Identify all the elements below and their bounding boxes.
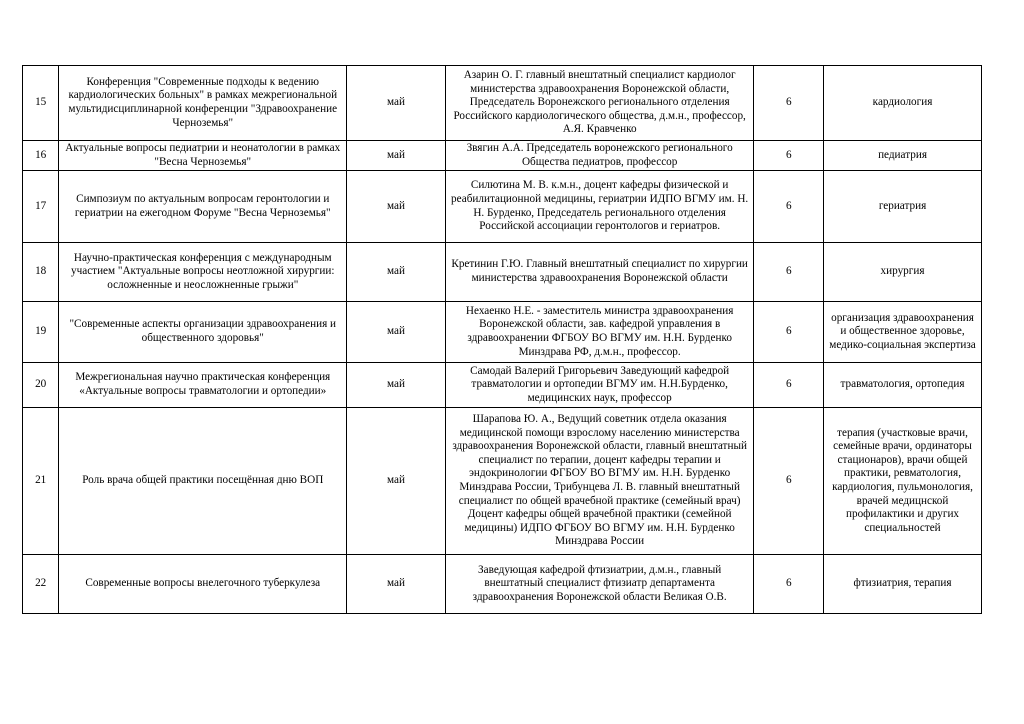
event-month: май (347, 243, 446, 302)
event-specialty: фтизиатрия, терапия (824, 555, 982, 614)
row-number: 21 (23, 408, 59, 555)
row-number: 20 (23, 363, 59, 408)
event-hours: 6 (754, 171, 824, 243)
event-responsible: Звягин А.А. Председатель воронежского регионального Общества педиатров, профессор (445, 141, 754, 171)
event-responsible: Заведующая кафедрой фтизиатрии, д.м.н., главный внештатный специалист фтизиатр департамента здравоохранения Воронежской области Великая О.В. (445, 555, 754, 614)
event-title: Научно-практическая конференция с международным участием "Актуальные вопросы неотложной хирургии: осложненные и неосложненные грыжи" (59, 243, 347, 302)
row-number: 18 (23, 243, 59, 302)
event-title: Роль врача общей практики посещённая дню ВОП (59, 408, 347, 555)
event-hours: 6 (754, 243, 824, 302)
event-title: Симпозиум по актуальным вопросам геронтологии и гериатрии на ежегодном Форуме "Весна Черноземья" (59, 171, 347, 243)
event-responsible: Кретинин Г.Ю. Главный внештатный специалист по хирургии министерства здравоохранения Воронежской области (445, 243, 754, 302)
table-row (23, 408, 982, 555)
event-month: май (347, 555, 446, 614)
event-specialty: травматология, ортопедия (824, 363, 982, 408)
event-responsible: Шарапова Ю. А., Ведущий советник отдела оказания медицинской помощи взрослому населению министерства здравоохранения Воронежской области, главный внештатный специалист по терапии, доцент кафедры терапии и эндокринологии ФГБОУ ВО ВГМУ им. Н.Н. Бурденко Минздрава России, Трибунцева Л. В. главный внештатный специалист по общей врачебной практике (семейный врач) Доцент кафедры общей врачебной практики (семейной медицины) ИДПО ФГБОУ ВО ВГМУ им. Н.Н. Бурденко Минздрава России (445, 408, 754, 555)
event-hours: 6 (754, 66, 824, 141)
events-table (22, 65, 982, 614)
event-specialty: педиатрия (824, 141, 982, 171)
event-month: май (347, 408, 446, 555)
event-month: май (347, 363, 446, 408)
event-hours: 6 (754, 302, 824, 363)
table-row (23, 363, 982, 408)
event-specialty: терапия (участковые врачи, семейные врачи, ординаторы стационаров), врачи общей практики, ревматология, кардиология, пульмонология, врачей медицнской профилактики и других специальностей (824, 408, 982, 555)
event-hours: 6 (754, 141, 824, 171)
event-responsible: Самодай Валерий Григорьевич Заведующий кафедрой травматологии и ортопедии ВГМУ им. Н.Н.Бурденко, медицинских наук, профессор (445, 363, 754, 408)
row-number: 17 (23, 171, 59, 243)
table-row (23, 141, 982, 171)
event-specialty: гериатрия (824, 171, 982, 243)
table-row (23, 66, 982, 141)
event-title: Межрегиональная научно практическая конференция «Актуальные вопросы травматологии и ортопедии» (59, 363, 347, 408)
event-hours: 6 (754, 363, 824, 408)
table-row (23, 555, 982, 614)
event-title: "Современные аспекты организации здравоохранения и общественного здоровья" (59, 302, 347, 363)
event-responsible: Азарин О. Г. главный внештатный специалист кардиолог министерства здравоохранения Воронежской области, Председатель Воронежского регионального отделения Российского кардиологического общества, д.м.н., профессор, А.Я. Кравченко (445, 66, 754, 141)
event-month: май (347, 302, 446, 363)
row-number: 22 (23, 555, 59, 614)
event-hours: 6 (754, 408, 824, 555)
row-number: 16 (23, 141, 59, 171)
event-title: Актуальные вопросы педиатрии и неонатологии в рамках "Весна Черноземья" (59, 141, 347, 171)
event-month: май (347, 66, 446, 141)
event-title: Конференция "Современные подходы к ведению кардиологических больных" в рамках межрегиональной мультидисциплинарной конференции "Здравоохранение Черноземья" (59, 66, 347, 141)
row-number: 19 (23, 302, 59, 363)
row-number: 15 (23, 66, 59, 141)
table-row (23, 171, 982, 243)
event-title: Современные вопросы внелегочного туберкулеза (59, 555, 347, 614)
event-month: май (347, 171, 446, 243)
event-specialty: организация здравоохранения и общественное здоровье, медико-социальная экспертиза (824, 302, 982, 363)
event-responsible: Силютина М. В. к.м.н., доцент кафедры физической и реабилитационной медицины, гериатрии ИДПО ВГМУ им. Н. Н. Бурденко, Председатель регионального отделения Российской ассоциации геронтологов и гериатров. (445, 171, 754, 243)
event-hours: 6 (754, 555, 824, 614)
event-responsible: Нехаенко Н.Е. - заместитель министра здравоохранения Воронежской области, зав. кафедрой управления в здравоохранении ФГБОУ ВО ВГМУ им. Н.Н. Бурденко Минздрава РФ, д.м.н., профессор. (445, 302, 754, 363)
table-row (23, 302, 982, 363)
table-row (23, 243, 982, 302)
event-specialty: хирургия (824, 243, 982, 302)
event-month: май (347, 141, 446, 171)
event-specialty: кардиология (824, 66, 982, 141)
